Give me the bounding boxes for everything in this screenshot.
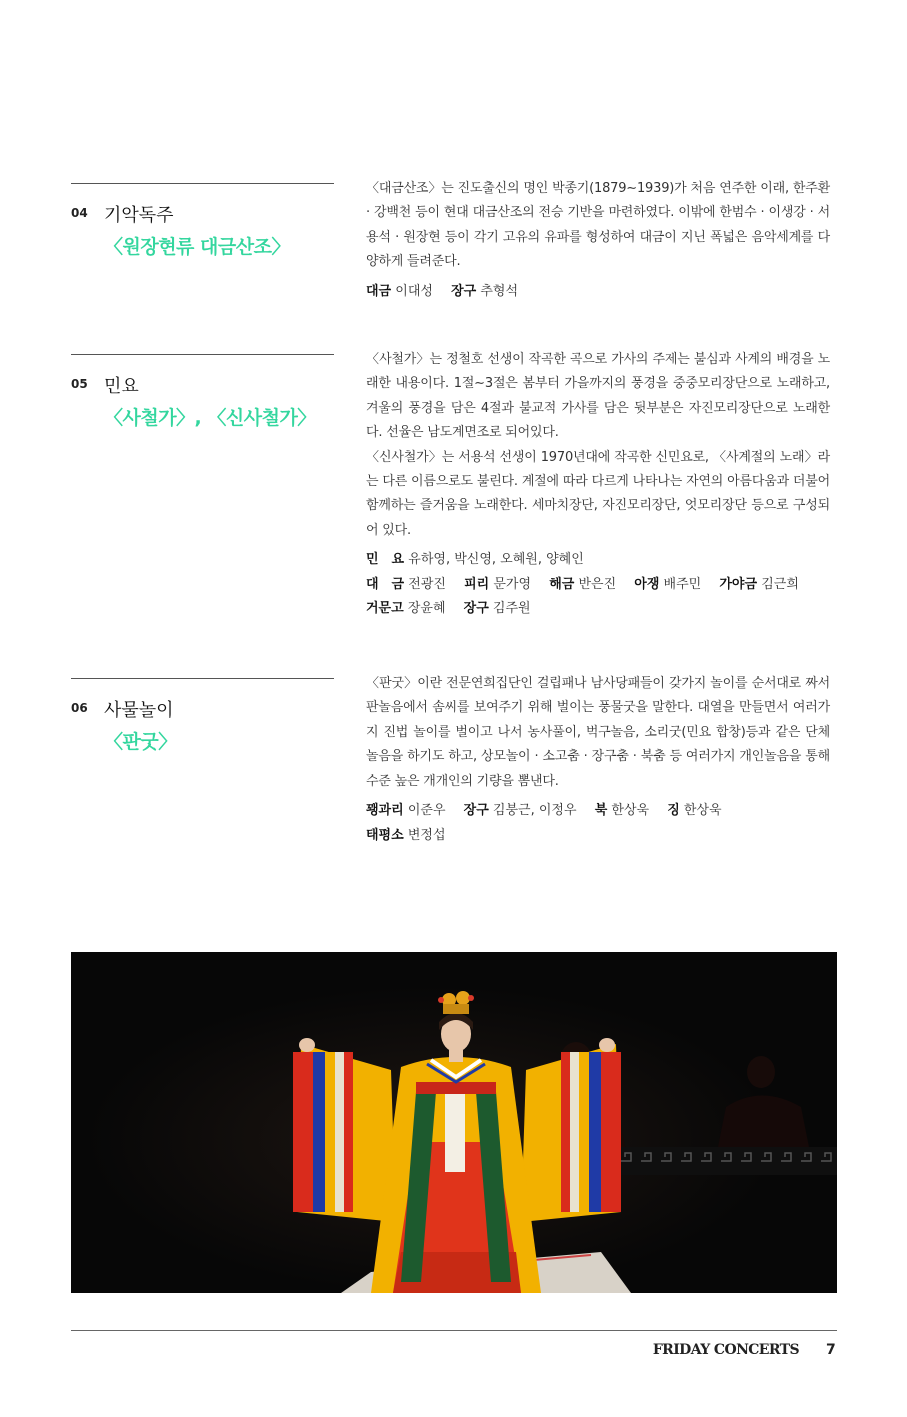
credit-name: 반은진 [578, 576, 617, 592]
piece-title: 〈원장현류 대금산조〉 [104, 236, 290, 258]
section-description [366, 348, 830, 543]
credit-name: 이대성 [395, 283, 433, 299]
credit-role: 태평소 [366, 827, 404, 843]
credit-line [366, 280, 830, 305]
section-heading [71, 354, 334, 429]
footer-divider [71, 1330, 837, 1331]
credit-name: 한상욱 [611, 803, 650, 819]
credit-name: 배주민 [663, 576, 702, 592]
section-description [366, 177, 830, 275]
credit-role: 장구 [463, 601, 489, 617]
credit-name: 김붕근, 이정우 [492, 803, 577, 819]
credit-name: 장윤혜 [407, 601, 446, 617]
description-paragraph: 〈대금산조〉는 진도출신의 명인 박종기(1879∼1939)가 처음 연주한 이래, 한주환 · 강백천 등이 현대 대금산조의 전승 기반을 마련하였다. 이밖에 한범수 · 이생강 · 서용석 · 원장현 등이 각기 고유의 유파를 형성하여 대금이 지닌 폭넓은 음악세계를 다양하게 들려준다. [366, 181, 830, 270]
credit-role: 장구 [463, 803, 489, 819]
footer-label: FRIDAY CONCERTS [652, 1342, 799, 1358]
section-body [366, 672, 830, 848]
performer-credits [366, 548, 830, 622]
credit-line [366, 799, 830, 824]
credit-role: 대 금 [366, 576, 405, 592]
credit-role: 민 요 [366, 552, 405, 568]
credit-role: 해금 [549, 576, 575, 592]
description-paragraph: 〈판굿〉이란 전문연희집단인 걸립패나 남사당패들이 갖가지 놀이를 순서대로 짜서 판놀음에서 솜씨를 보여주기 위해 벌이는 풍물굿을 말한다. 대열을 만들면서 여러가지 진법 놀이를 벌이고 나서 농사풀이, 벅구놀음, 소리굿(민요 합창)등과 같은 단체놀음을 하기도 하고, 상모놀이 · 소고춤 · 장구춤 · 북춤 등 여러가지 개인놀음을 통해 수준 높은 개개인의 기량을 뽐낸다. [366, 676, 830, 789]
credit-role: 꽹과리 [366, 803, 404, 819]
credit-line [366, 597, 830, 622]
description-paragraph: 〈신사철가〉는 서용석 선생이 1970년대에 작곡한 신민요로, 〈사계절의 노래〉라는 다른 이름으로도 불린다. 계절에 따라 다르게 나타나는 자연의 아름다움과 더불어 함께하는 즐거움을 노래한다. 세마치장단, 자진모리장단, 엇모리장단 등으로 구성되어 있다. [366, 449, 830, 538]
section-body [366, 177, 830, 304]
credit-role: 징 [667, 803, 680, 819]
credit-role: 가야금 [719, 576, 758, 592]
section-category: 사물놀이 [104, 700, 174, 721]
credit-name: 이준우 [407, 803, 446, 819]
credit-name: 전광진 [408, 576, 446, 592]
credit-role: 아쟁 [634, 576, 660, 592]
page-number: 7 [826, 1342, 836, 1358]
section-heading [71, 183, 334, 258]
section-number: 06 [71, 701, 88, 715]
section-category: 민요 [104, 376, 139, 397]
credit-name: 유하영, 박신영, 오혜원, 양혜인 [408, 552, 584, 568]
credit-line [366, 548, 830, 573]
section-category: 기악독주 [104, 205, 174, 226]
performer-credits [366, 280, 830, 305]
section-body [366, 348, 830, 622]
credit-role: 거문고 [366, 601, 404, 617]
credit-role: 피리 [464, 576, 490, 592]
section-heading [71, 678, 334, 753]
section-number: 04 [71, 206, 88, 220]
performer-in-hanbok-photo [71, 952, 837, 1293]
piece-title: 〈판굿〉 [104, 731, 177, 753]
credit-role: 북 [594, 803, 608, 819]
program-section-04 [71, 183, 837, 333]
program-section-05 [71, 354, 837, 634]
credit-name: 문가영 [493, 576, 532, 592]
credit-role: 장구 [451, 283, 477, 299]
performer-credits [366, 799, 830, 848]
section-description [366, 672, 830, 794]
credit-name: 추형석 [480, 283, 519, 299]
program-section-06 [71, 678, 837, 858]
photo-illustration [71, 952, 837, 1293]
section-number: 05 [71, 377, 88, 391]
description-paragraph: 〈사철가〉는 정철호 선생이 작곡한 곡으로 가사의 주제는 불심과 사계의 배경을 노래한 내용이다. 1절∼3절은 봄부터 가을까지의 풍경을 중중모리장단으로 노래하고, 겨울의 풍경을 담은 4절과 불교적 가사를 담은 뒷부분은 자진모리장단으로 노래한다. 선율은 남도계면조로 되어있다. [366, 352, 830, 441]
piece-title: 〈사철가〉, 〈신사철가〉 [104, 407, 316, 429]
section-divider [71, 183, 334, 184]
credit-name: 김주원 [492, 601, 531, 617]
credit-role: 대금 [366, 283, 392, 299]
credit-line [366, 824, 830, 849]
credit-name: 변정섭 [407, 827, 446, 843]
credit-name: 김근희 [761, 576, 799, 592]
section-divider [71, 678, 334, 679]
section-divider [71, 354, 334, 355]
credit-name: 한상욱 [683, 803, 722, 819]
credit-line [366, 573, 830, 598]
